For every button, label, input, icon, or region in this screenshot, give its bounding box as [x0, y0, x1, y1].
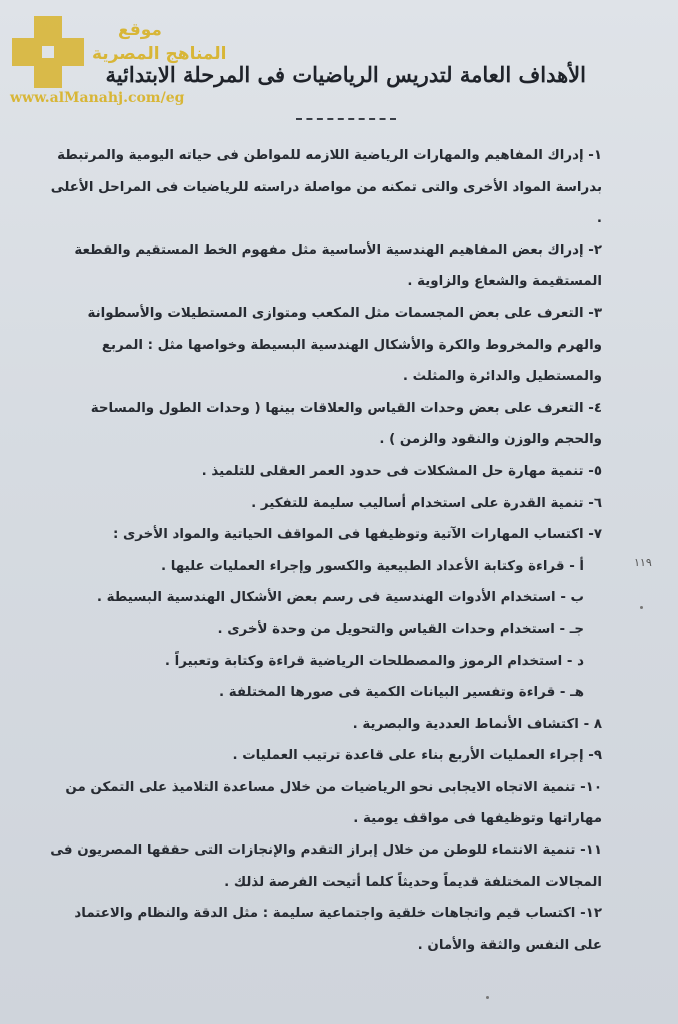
list-item: [42, 235, 602, 298]
list-item: [42, 519, 602, 551]
sub-item-text: استخدام الرموز والمصطلحات الرياضية قراءة وكتابة وتعبيراً .: [164, 653, 563, 669]
sub-item-text: استخدام وحدات القياس والتحويل من وحدة لأخرى .: [217, 621, 555, 637]
item-text: إدراك المفاهيم والمهارات الرياضية اللازمه للمواطن فى حياته اليومية والمرتبطة بدراسة المواد الأخرى والتى تمكنه من مواصلة دراسته للرياضيات فى المراحل الأعلى .: [50, 148, 602, 227]
item-text: اكتساب المهارات الآتية وتوظيفها فى المواقف الحياتية والمواد الأخرى :: [113, 527, 584, 543]
sub-list-item: [42, 646, 602, 678]
sub-list-item: [42, 551, 602, 583]
sub-list-item: [42, 582, 602, 614]
objectives-list: [42, 140, 602, 961]
watermark-name-line1: موقع: [118, 20, 162, 40]
list-item: [42, 488, 602, 520]
list-item: [42, 709, 602, 741]
sub-item-text: قراءة وتفسير البيانات الكمية فى صورها المختلفة .: [218, 685, 556, 701]
watermark-url: www.alManahj.com/eg: [10, 90, 185, 106]
item-number: ٥-: [588, 463, 602, 479]
sub-item-label: ب -: [560, 590, 584, 606]
item-text: تنمية الاتجاه الايجابى نحو الرياضيات من خلال مساعدة التلاميذ على التمكن من مهاراتها وتوظيفها فى مواقف يومية .: [65, 779, 602, 827]
item-text: تنمية القدرة على استخدام أساليب سليمة للتفكير .: [251, 495, 584, 511]
sub-item-text: قراءة وكتابة الأعداد الطبيعية والكسور وإجراء العمليات عليها .: [160, 558, 565, 574]
item-text: التعرف على بعض المجسمات مثل المكعب ومتوازى المستطيلات والأسطوانة والهرم والمخروط والكرة والأشكال الهندسية البسيطة وخواصها مثل : المربع والمستطيل والدائرة والمثلث .: [87, 305, 602, 385]
item-number: ١-: [588, 148, 602, 163]
item-number: ٢-: [588, 242, 602, 258]
list-item: [42, 140, 602, 235]
item-number: ١١-: [580, 843, 602, 859]
item-text: إجراء العمليات الأربع بناء على قاعدة ترتيب العمليات .: [232, 748, 584, 764]
sub-list-item: [42, 614, 602, 646]
item-number: ٣-: [588, 305, 602, 321]
sub-item-label: أ -: [569, 558, 584, 574]
item-text: التعرف على بعض وحدات القياس والعلاقات بينها ( وحدات الطول والمساحة والحجم والوزن والنقود والزمن ) .: [90, 400, 602, 448]
list-item: [42, 393, 602, 456]
speck-mark: [640, 606, 643, 609]
sub-item-label: هـ -: [559, 685, 584, 701]
sub-item-label: جـ -: [559, 621, 584, 637]
item-text: إدراك بعض المفاهيم الهندسية الأساسية مثل مفهوم الخط المستقيم والقطعة المستقيمة والشعاع والزاوية .: [74, 242, 602, 290]
item-number: ٨ -: [583, 716, 602, 732]
item-number: ٩-: [588, 748, 602, 764]
item-number: ٦-: [588, 495, 602, 511]
list-item: [42, 740, 602, 772]
title-divider: [296, 118, 396, 120]
margin-annotation: ١١٩: [634, 556, 652, 569]
watermark-name-line2: المناهج المصرية: [92, 44, 227, 64]
list-item: [42, 898, 602, 961]
cross-logo-icon: [12, 16, 84, 88]
item-text: تنمية مهارة حل المشكلات فى حدود العمر العقلى للتلميذ .: [201, 463, 584, 479]
speck-mark: [486, 996, 489, 999]
sub-list-item: [42, 677, 602, 709]
item-text: اكتشاف الأنماط العددية والبصرية .: [352, 716, 579, 732]
list-item: [42, 772, 602, 835]
item-text: اكتساب قيم واتجاهات خلقية واجتماعية سليمة : مثل الدقة والنظام والاعتماد على النفس والثقة والأمان .: [74, 906, 602, 953]
item-number: ١٠-: [580, 779, 602, 795]
list-item: [42, 298, 602, 393]
page-title: الأهداف العامة لتدريس الرياضيات فى المرحلة الابتدائية: [105, 62, 586, 87]
watermark-logo: [6, 10, 236, 110]
item-number: ٧-: [588, 527, 602, 543]
item-text: تنمية الانتماء للوطن من خلال إبراز التقدم والإنجازات التى حققها المصريون فى المجالات المختلفة قديماً وحديثاً كلما أتيحت الفرصة لذلك .: [50, 843, 602, 890]
sub-item-label: د -: [566, 653, 584, 669]
list-item: [42, 835, 602, 898]
sub-item-text: استخدام الأدوات الهندسية فى رسم بعض الأشكال الهندسية البسيطة .: [96, 590, 556, 606]
item-number: ١٢-: [580, 906, 602, 922]
item-number: ٤-: [588, 400, 602, 416]
list-item: [42, 456, 602, 488]
